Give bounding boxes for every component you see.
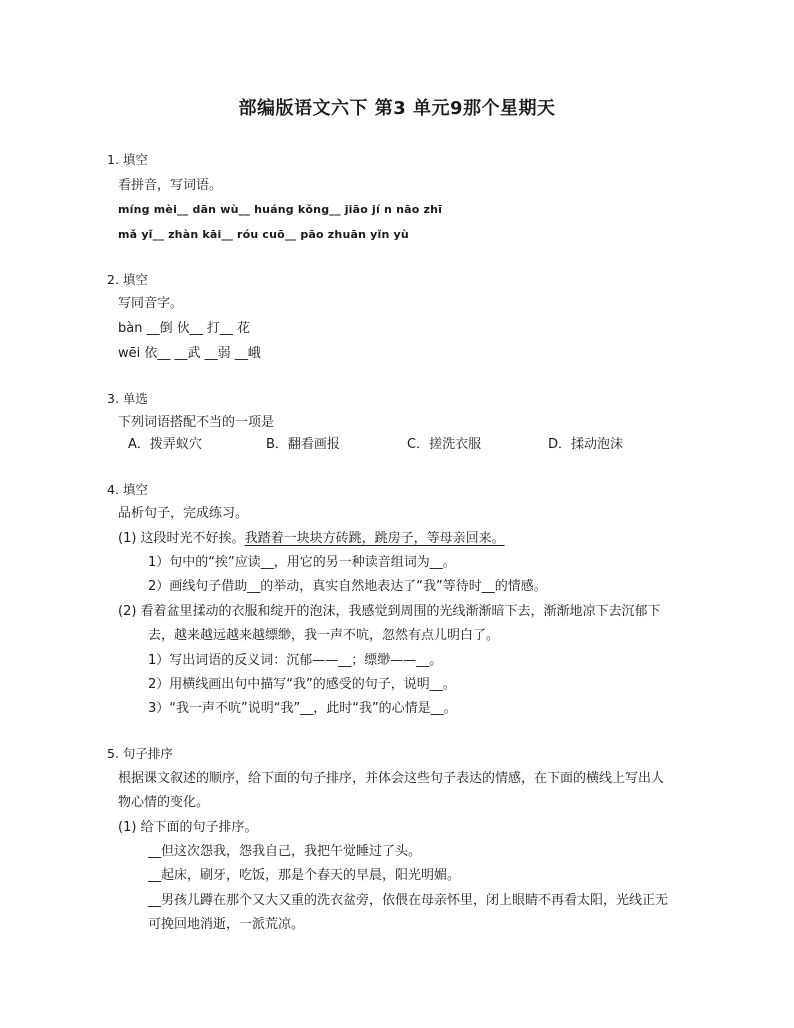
q3-header: 3. 单选 [107, 391, 148, 406]
q2-header: 2. 填空 [107, 272, 148, 287]
q5-sentence-3-line-1: __男孩儿蹲在那个又大又重的洗衣盆旁，依偎在母亲怀里，闭上眼睛不再看太阳，光线正无 [148, 893, 669, 908]
q5-sentence-3-line-2: 可挽回地消逝，一派荒凉。 [148, 917, 305, 932]
q1-pinyin-row-2: mǎ yǐ__ zhàn kāi__ róu cuō__ pāo zhuān yǐn yù [118, 228, 409, 241]
q4-part1-underlined-sentence: 我踏着一块块方砖跳，跳房子，等母亲回来。 [244, 531, 505, 546]
q4-instruction: 品析句子，完成练习。 [118, 506, 249, 521]
q4-part2-line-2: 去，越来越远越来越缥缈，我一声不吭，忽然有点儿明白了。 [148, 628, 500, 643]
q2-row-1: bàn __倒 伙__ 打__ 花 [118, 321, 250, 336]
q4-header: 4. 填空 [107, 482, 148, 497]
q1-instruction: 看拼音，写词语。 [118, 178, 223, 193]
q4-part1-sub-1: 1）句中的“挨”应读__，用它的另一种读音组词为__。 [148, 555, 456, 570]
q3-option-d: D．揉动泡沫 [548, 437, 624, 452]
q2-row-2: wēi 依__ __武 __弱 __峨 [118, 346, 261, 361]
q1-pinyin-row-1: míng mèi__ dān wù__ huáng kǒng__ jiāo jí n nāo zhī [118, 203, 443, 216]
q4-part2-sub-3: 3）“我一声不吭”说明“我”__，此时“我”的心情是__。 [148, 701, 457, 716]
q4-part1-lead: (1) 这段时光不好挨。 [118, 531, 245, 546]
q4-part2-line-1: (2) 看着盆里揉动的衣服和绽开的泡沫，我感觉到周围的光线渐渐暗下去，渐渐地凉下去沉郁下 [118, 604, 661, 619]
q4-part2-sub-2: 2）用横线画出句中描写“我”的感受的句子，说明__。 [148, 677, 456, 692]
q3-question: 下列词语搭配不当的一项是 [118, 415, 275, 430]
q4-part1-sub-2: 2）画线句子借助__的举动，真实自然地表达了“我”等待时__的情感。 [148, 579, 547, 594]
q4-part2-sub-1: 1）写出词语的反义词：沉郁——__；缥缈——__。 [148, 653, 443, 668]
q3-option-a: A．拨弄蚁穴 [128, 437, 202, 452]
q5-sentence-2: __起床，刷牙，吃饭，那是个春天的早晨，阳光明媚。 [148, 868, 461, 883]
q2-instruction: 写同音字。 [118, 296, 184, 311]
q1-header: 1. 填空 [107, 152, 148, 167]
q3-option-c: C．搓洗衣服 [407, 437, 482, 452]
q3-option-b: B．翻看画报 [266, 437, 340, 452]
q4-part1-sentence [118, 530, 505, 548]
q5-header: 5. 句子排序 [107, 746, 173, 761]
q5-part1: (1) 给下面的句子排序。 [118, 820, 258, 835]
q5-intro-line-1: 根据课文叙述的顺序，给下面的句子排序，并体会这些句子表达的情感，在下面的横线上写出人 [118, 771, 665, 786]
q5-intro-line-2: 物心情的变化。 [118, 795, 210, 810]
q5-sentence-1: __但这次怨我，怨我自己，我把午觉睡过了头。 [148, 844, 422, 859]
page-title: 部编版语文六下 第3 单元9那个星期天 [238, 98, 556, 119]
